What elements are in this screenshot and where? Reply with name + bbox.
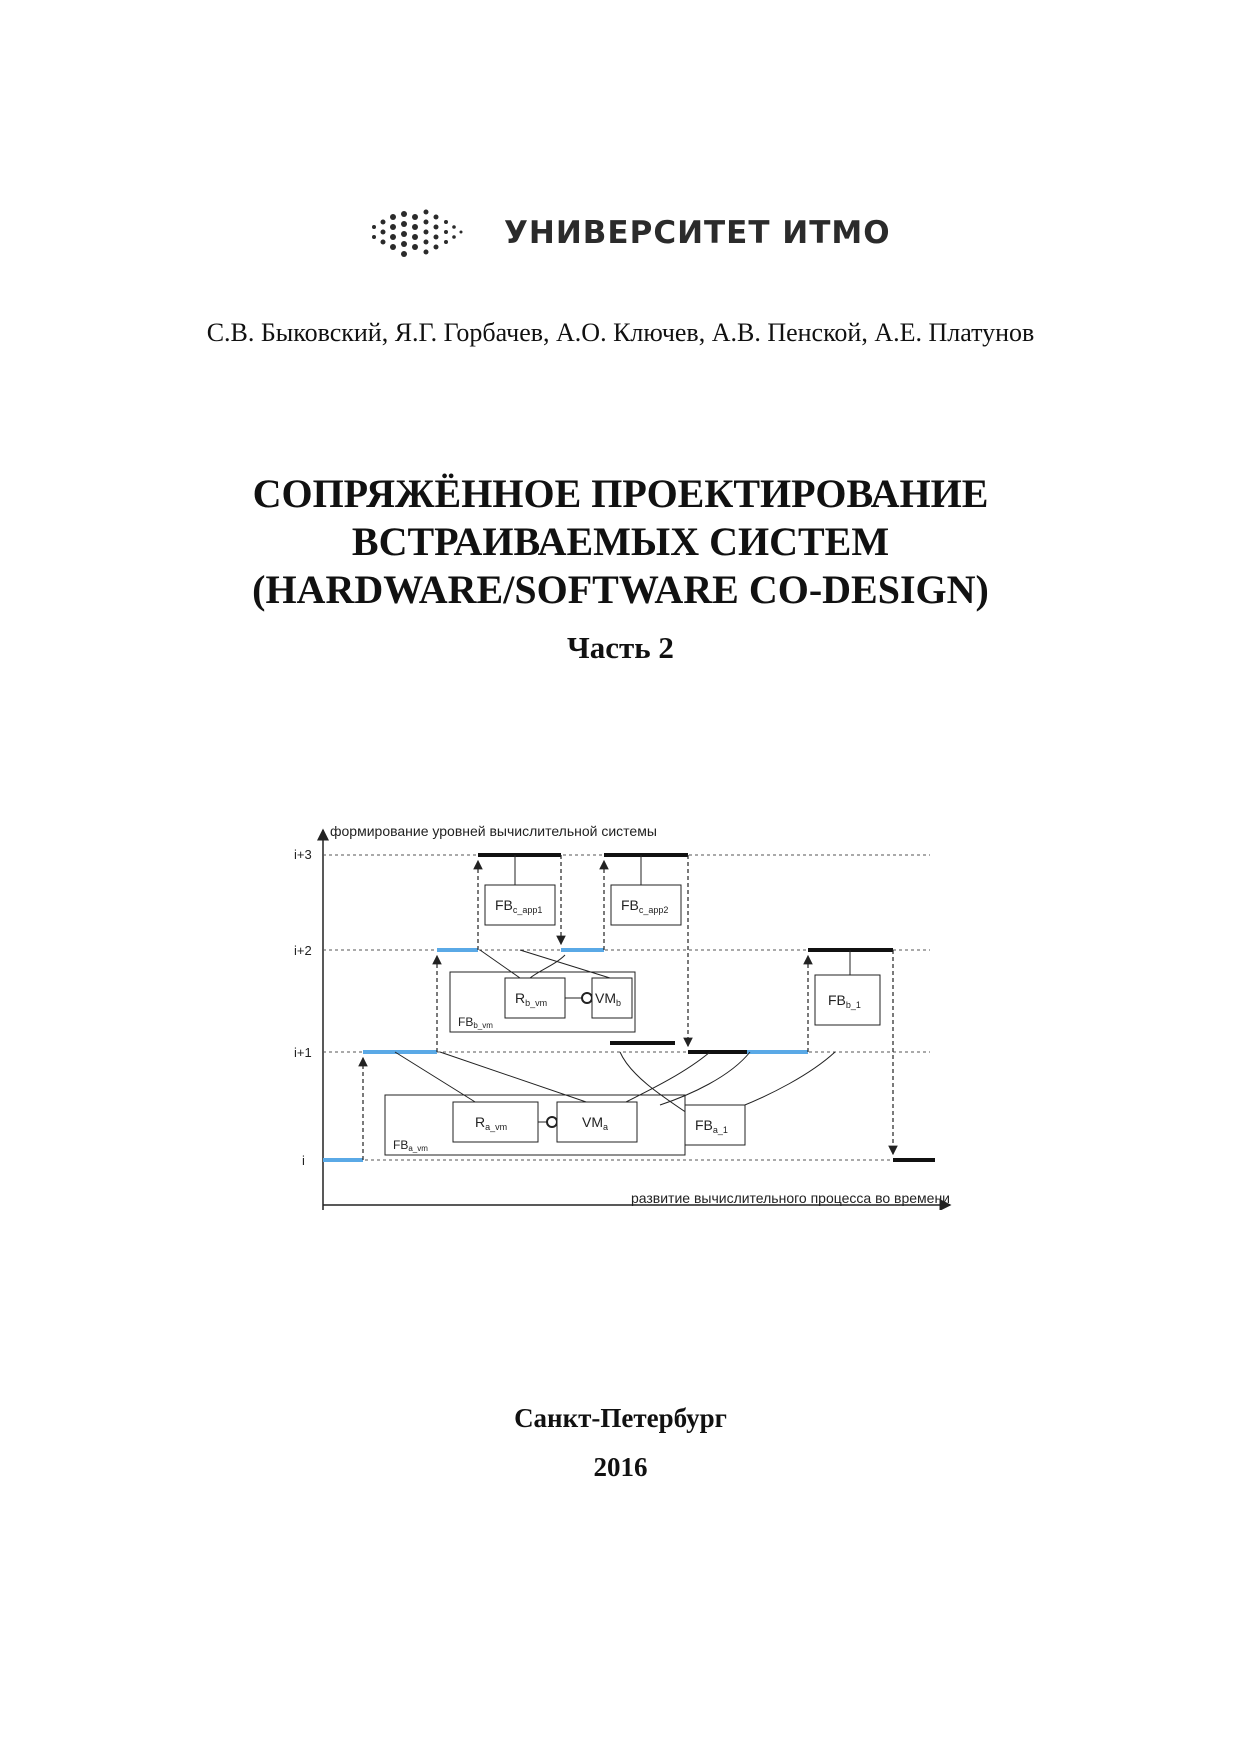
logo-text: УНИВЕРСИТЕТ ИТМО	[504, 215, 891, 251]
r-b-vm-label: $R_{b\_vm}$	[515, 990, 548, 1008]
connector	[395, 1052, 480, 1105]
title-line-2: ВСТРАИВАЕМЫХ СИСТЕМ	[351, 519, 890, 564]
level-label-i2: i+2	[294, 943, 312, 958]
logo-dots-icon	[372, 210, 463, 258]
level-label-i: i	[302, 1153, 305, 1168]
connector	[440, 1052, 595, 1105]
vm-a-label: $VM_a$	[582, 1114, 609, 1132]
book-title	[0, 470, 1241, 614]
connector	[660, 1052, 750, 1105]
publication-city: Санкт-Петербург	[514, 1403, 727, 1433]
r-a-vm-label: $R_{a\_vm}$	[475, 1114, 508, 1132]
fb-b-1-label: $FB_{b\_1}$	[828, 992, 861, 1010]
connector	[740, 1052, 835, 1107]
authors: С.В. Быковский, Я.Г. Горбачев, А.О. Ключев, А.В. Пенской, А.Е. Платунов	[206, 318, 1035, 347]
title-line-3: (HARDWARE/SOFTWARE CO-DESIGN)	[252, 567, 989, 612]
connector	[520, 950, 610, 978]
connector	[620, 1052, 710, 1105]
connector	[480, 950, 520, 978]
level-label-i1: i+1	[294, 1045, 312, 1060]
fb-b-vm-label: FBb_vm	[458, 1015, 493, 1030]
title-line-1: СОПРЯЖЁННОЕ ПРОЕКТИРОВАНИЕ	[252, 471, 989, 516]
y-axis-label: формирование уровней вычислительной системы	[330, 823, 657, 839]
fb-a-1-label: $FB_{a\_1}$	[695, 1117, 728, 1135]
fb-c-app2-label: $FB_{c\_app2}$	[621, 897, 669, 915]
levels-diagram	[290, 815, 960, 1210]
fb-c-app1-label: $FB_{c\_app1}$	[495, 897, 543, 915]
level-label-i3: i+3	[294, 847, 312, 862]
vm-b-label: $VM_b$	[595, 990, 622, 1008]
part-number: Часть 2	[567, 630, 674, 665]
fb-a-vm-label: FBa_vm	[393, 1138, 428, 1153]
publication-year: 2016	[593, 1452, 648, 1482]
interface-icon	[582, 993, 592, 1003]
interface-icon	[547, 1117, 557, 1127]
x-axis-label: развитие вычислительного процесса во времени	[630, 1190, 950, 1206]
